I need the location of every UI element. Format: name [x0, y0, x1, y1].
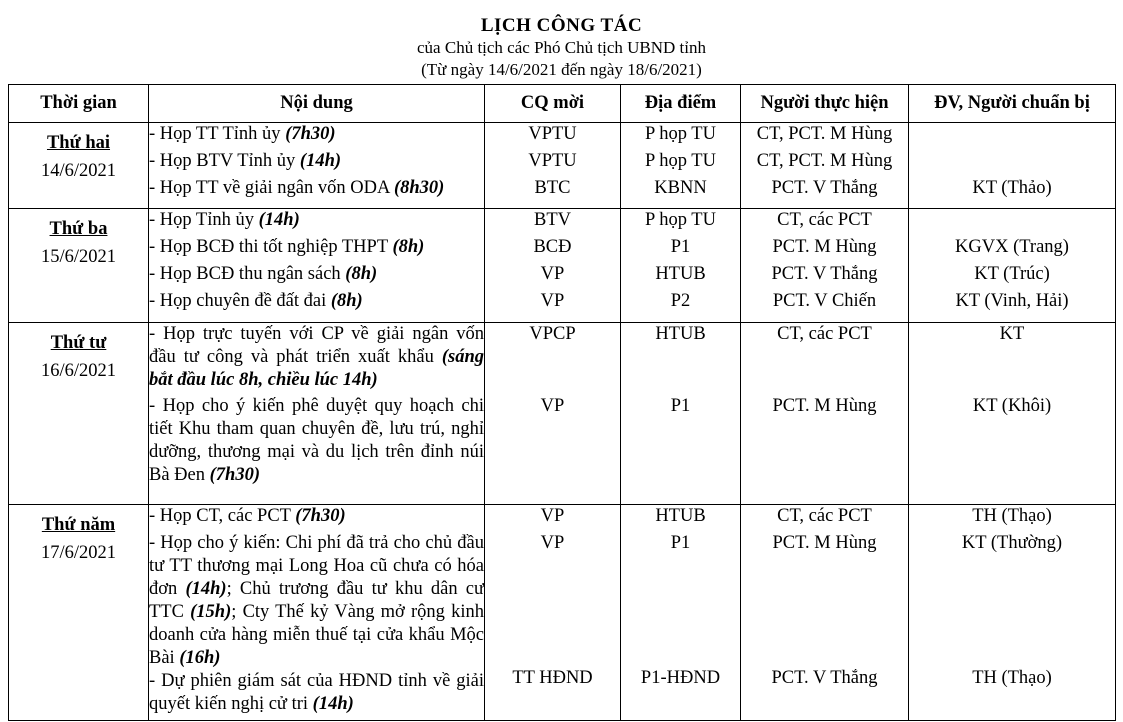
agenda-text: - Dự phiên giám sát của HĐND tỉnh về giải quyết kiến nghị cử tri: [149, 671, 484, 714]
day-date: 14/6/2021: [40, 161, 117, 181]
item-preparer: KT (Vinh, Hải): [955, 291, 1069, 311]
day-cell: [9, 209, 149, 323]
item-preparer: [909, 150, 1115, 177]
agenda-text: - Họp TT về giải ngân vốn ODA: [149, 178, 394, 198]
agenda-text: - Họp BTV Tỉnh ủy: [149, 151, 300, 171]
item-performer: CT, PCT. M Hùng: [756, 151, 893, 171]
performer-cell: [741, 505, 909, 721]
performer-cell: [741, 209, 909, 323]
agenda-item: [149, 123, 484, 150]
agenda-time: (14h): [312, 694, 354, 714]
item-preparer: TH (Thạo): [972, 506, 1052, 526]
location-cell: [621, 323, 741, 505]
preparer-cell: [909, 209, 1116, 323]
agenda-time: (7h30): [295, 506, 346, 526]
day-cell: [9, 323, 149, 505]
item-location: P2: [670, 291, 691, 311]
day-row: [9, 209, 1116, 323]
performer-cell: [741, 123, 909, 209]
agenda-time: (16h): [179, 648, 221, 668]
day-date: 15/6/2021: [40, 247, 117, 267]
item-preparer: KGVX (Trang): [955, 237, 1069, 257]
item-inviting-agency: BTC: [534, 178, 571, 198]
item-location: P họp TU: [645, 210, 716, 230]
agenda-time: (15h): [190, 602, 232, 622]
location-cell: [621, 505, 741, 721]
day-name: Thứ ba: [49, 219, 108, 239]
schedule-table: [8, 84, 1116, 721]
agenda-text: - Họp BCĐ thi tốt nghiệp THPT: [149, 237, 393, 257]
item-preparer: KT (Thường): [961, 533, 1063, 553]
agenda-time: (sáng bắt đầu lúc 8h, chiều lúc 14h): [149, 347, 484, 390]
agenda-text: - Họp CT, các PCT: [149, 506, 296, 526]
agenda-time: (14h): [258, 210, 300, 230]
preparer-cell: [909, 123, 1116, 209]
agenda-text: ; Chủ trương đầu tư khu dân cư TTC: [149, 579, 484, 622]
content-cell: [149, 505, 485, 721]
item-location: KBNN: [654, 178, 707, 198]
day-row: [9, 323, 1116, 505]
day-row: [9, 123, 1116, 209]
agenda-time: (8h): [345, 264, 378, 284]
item-location: HTUB: [655, 264, 706, 284]
agenda-time: (14h): [299, 151, 342, 171]
agenda-item: [149, 532, 484, 670]
item-location: HTUB: [655, 506, 706, 526]
inviting-agency-cell: [485, 323, 621, 505]
item-location: P1: [670, 533, 691, 553]
day-date: 16/6/2021: [40, 361, 117, 381]
agenda-text: - Họp cho ý kiến: Chi phí đã trả cho chủ đầu tư TT thương mại Long Hoa cũ chưa có hóa đơn: [149, 533, 484, 599]
agenda-item: [149, 323, 484, 395]
agenda-item: [149, 150, 484, 177]
item-location: P1-HĐND: [640, 668, 721, 688]
item-performer: CT, PCT. M Hùng: [756, 124, 893, 144]
header-time: Thời gian: [9, 85, 149, 123]
agenda-item: [149, 505, 484, 532]
day-name: Thứ tư: [50, 333, 107, 353]
header-inviting-agency: CQ mời: [485, 85, 621, 123]
agenda-text: - Họp Tỉnh ủy: [149, 210, 259, 230]
agenda-time: (7h30): [209, 465, 260, 485]
item-inviting-agency: VPTU: [528, 124, 577, 144]
item-preparer: [909, 209, 1115, 236]
item-preparer: KT (Khôi): [972, 396, 1052, 416]
content-cell: [149, 123, 485, 209]
day-name: Thứ hai: [46, 133, 111, 153]
document-date-range: (Từ ngày 14/6/2021 đến ngày 18/6/2021): [421, 60, 702, 79]
agenda-text: - Họp trực tuyến với CP về giải ngân vốn đầu tư công và phát triển xuất khẩu: [149, 324, 484, 367]
document-subtitle: của Chủ tịch các Phó Chủ tịch UBND tỉnh: [417, 38, 706, 57]
table-header-row: [9, 85, 1116, 123]
day-cell: [9, 123, 149, 209]
inviting-agency-cell: [485, 123, 621, 209]
agenda-item: [149, 670, 484, 720]
day-cell: [9, 505, 149, 721]
item-inviting-agency: BTV: [534, 210, 571, 230]
item-performer: PCT. V Thắng: [771, 668, 878, 688]
agenda-text: - Họp chuyên đề đất đai: [149, 291, 331, 311]
agenda-item: [149, 177, 484, 204]
item-performer: CT, các PCT: [777, 210, 872, 230]
item-preparer: KT: [999, 324, 1025, 344]
item-inviting-agency: VP: [540, 506, 565, 526]
item-preparer: KT (Trúc): [974, 264, 1050, 284]
agenda-time: (8h): [330, 291, 363, 311]
item-inviting-agency: VP: [540, 533, 565, 553]
agenda-item: [149, 209, 484, 236]
item-performer: CT, các PCT: [777, 324, 872, 344]
item-performer: PCT. V Chiến: [772, 291, 877, 311]
agenda-time: (14h): [185, 579, 227, 599]
preparer-cell: [909, 323, 1116, 505]
item-performer: PCT. M Hùng: [772, 396, 877, 416]
item-preparer: KT (Thảo): [972, 178, 1052, 198]
location-cell: [621, 209, 741, 323]
item-location: P họp TU: [645, 124, 716, 144]
item-location: P1: [670, 396, 691, 416]
inviting-agency-cell: [485, 209, 621, 323]
agenda-item: [149, 236, 484, 263]
item-inviting-agency: TT HĐND: [512, 668, 593, 688]
performer-cell: [741, 323, 909, 505]
item-inviting-agency: VP: [540, 291, 565, 311]
agenda-text: - Họp BCĐ thu ngân sách: [149, 264, 346, 284]
agenda-item: [149, 395, 484, 493]
preparer-cell: [909, 505, 1116, 721]
agenda-time: (7h30): [285, 124, 336, 144]
item-performer: PCT. M Hùng: [772, 237, 877, 257]
agenda-time: (8h): [392, 237, 425, 257]
item-performer: CT, các PCT: [777, 506, 872, 526]
item-inviting-agency: VP: [540, 264, 565, 284]
item-inviting-agency: BCĐ: [533, 237, 572, 257]
item-inviting-agency: VPTU: [528, 151, 577, 171]
day-date: 17/6/2021: [40, 543, 117, 563]
location-cell: [621, 123, 741, 209]
header-preparer: ĐV, Người chuẩn bị: [909, 85, 1116, 123]
header-performer: Người thực hiện: [741, 85, 909, 123]
agenda-item: [149, 263, 484, 290]
content-cell: [149, 323, 485, 505]
header-location: Địa điểm: [621, 85, 741, 123]
item-inviting-agency: VPCP: [529, 324, 576, 344]
item-preparer: [909, 123, 1115, 150]
day-name: Thứ năm: [41, 515, 116, 535]
item-inviting-agency: VP: [540, 396, 565, 416]
agenda-text: ; Cty Thế kỷ Vàng mở rộng kinh doanh cửa hàng miễn thuế tại cửa khẩu Mộc Bài: [149, 602, 484, 668]
item-location: P1: [670, 237, 691, 257]
agenda-time: (8h30): [393, 178, 445, 198]
agenda-text: - Họp TT Tỉnh ủy: [149, 124, 286, 144]
item-location: P họp TU: [645, 151, 716, 171]
item-performer: PCT. V Thắng: [771, 178, 878, 198]
agenda-item: [149, 290, 484, 317]
agenda-text: - Họp cho ý kiến phê duyệt quy hoạch chi tiết Khu tham quan chuyên đề, lưu trú, nghỉ dưỡng, thương mại và du lịch trên đỉnh núi Bà Đen: [149, 396, 484, 485]
day-row: [9, 505, 1116, 721]
item-location: HTUB: [655, 324, 706, 344]
item-preparer: TH (Thạo): [972, 668, 1052, 688]
inviting-agency-cell: [485, 505, 621, 721]
content-cell: [149, 209, 485, 323]
header-content: Nội dung: [149, 85, 485, 123]
item-performer: PCT. V Thắng: [771, 264, 878, 284]
document-title: LỊCH CÔNG TÁC: [480, 15, 643, 36]
item-performer: PCT. M Hùng: [772, 533, 877, 553]
